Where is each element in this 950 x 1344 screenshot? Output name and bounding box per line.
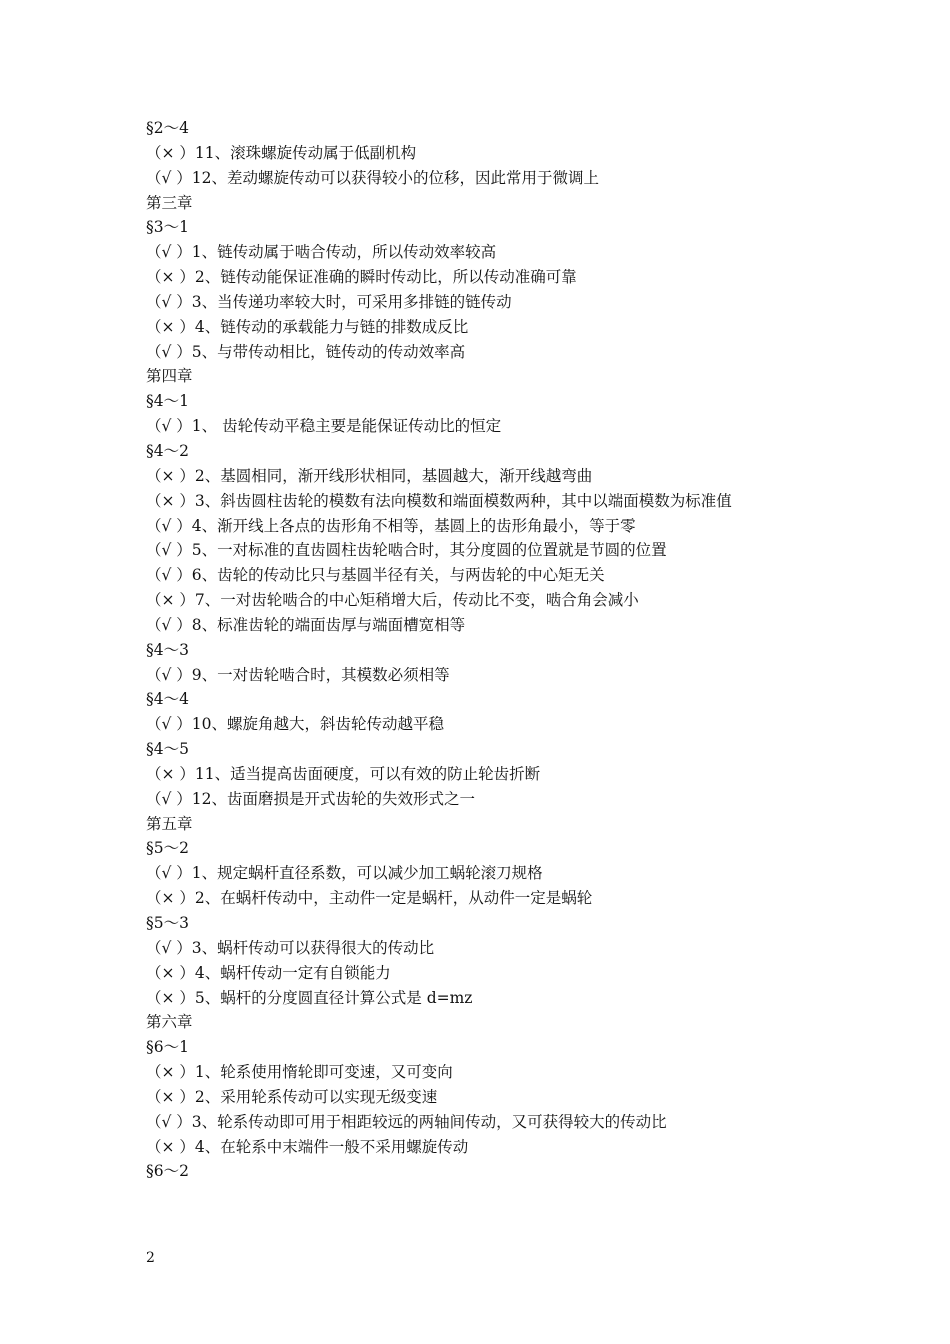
true-false-item: （√ ）6、齿轮的传动比只与基圆半径有关，与两齿轮的中心矩无关 bbox=[146, 566, 605, 585]
true-false-item: （√ ）5、与带传动相比，链传动的传动效率高 bbox=[146, 342, 466, 361]
true-false-item: （× ）2、基圆相同，渐开线形状相同，基圆越大，渐开线越弯曲 bbox=[146, 466, 593, 485]
true-false-item: （√ ）12、差动螺旋传动可以获得较小的位移，因此常用于微调上 bbox=[146, 168, 600, 187]
section-heading: §4～2 bbox=[146, 441, 189, 460]
chapter-heading: 第六章 bbox=[146, 1013, 193, 1032]
true-false-item: （× ）2、在蜗杆传动中，主动件一定是蜗杆，从动件一定是蜗轮 bbox=[146, 889, 593, 908]
section-heading: §5～2 bbox=[146, 839, 189, 858]
document-body bbox=[146, 116, 926, 1184]
true-false-item: （√ ）4、渐开线上各点的齿形角不相等，基圆上的齿形角最小，等于零 bbox=[146, 516, 636, 535]
true-false-item: （× ）2、链传动能保证准确的瞬时传动比，所以传动准确可靠 bbox=[146, 268, 577, 287]
section-heading: §6～1 bbox=[146, 1038, 189, 1057]
true-false-item: （× ）7、一对齿轮啮合的中心矩稍增大后，传动比不变，啮合角会减小 bbox=[146, 591, 639, 610]
true-false-item: （× ）4、在轮系中末端件一般不采用螺旋传动 bbox=[146, 1137, 469, 1156]
chapter-heading: 第四章 bbox=[146, 367, 193, 386]
page-number: 2 bbox=[146, 1250, 155, 1266]
section-heading: §3～1 bbox=[146, 218, 189, 237]
true-false-item: （× ）2、采用轮系传动可以实现无级变速 bbox=[146, 1087, 438, 1106]
true-false-item: （× ）1、轮系使用惰轮即可变速，又可变向 bbox=[146, 1063, 453, 1082]
true-false-item: （√ ）12、齿面磨损是开式齿轮的失效形式之一 bbox=[146, 789, 476, 808]
true-false-item: （√ ）9、一对齿轮啮合时，其模数必须相等 bbox=[146, 665, 450, 684]
section-heading: §4～3 bbox=[146, 640, 189, 659]
true-false-item: （× ）5、蜗杆的分度圆直径计算公式是 d=mz bbox=[146, 988, 473, 1007]
section-heading: §4～5 bbox=[146, 740, 189, 759]
true-false-item: （× ）11、滚珠螺旋传动属于低副机构 bbox=[146, 143, 417, 162]
true-false-item: （× ）11、适当提高齿面硬度，可以有效的防止轮齿折断 bbox=[146, 764, 541, 783]
true-false-item: （√ ）8、标准齿轮的端面齿厚与端面槽宽相等 bbox=[146, 615, 466, 634]
chapter-heading: 第三章 bbox=[146, 193, 193, 212]
true-false-item: （√ ）1、 齿轮传动平稳主要是能保证传动比的恒定 bbox=[146, 417, 502, 436]
true-false-item: （√ ）1、链传动属于啮合传动，所以传动效率较高 bbox=[146, 243, 497, 262]
section-heading: §4～4 bbox=[146, 690, 189, 709]
section-heading: §6～2 bbox=[146, 1162, 189, 1181]
true-false-item: （√ ）10、螺旋角越大，斜齿轮传动越平稳 bbox=[146, 715, 445, 734]
true-false-item: （√ ）3、轮系传动即可用于相距较远的两轴间传动，又可获得较大的传动比 bbox=[146, 1112, 667, 1131]
true-false-item: （× ）4、链传动的承载能力与链的排数成反比 bbox=[146, 317, 469, 336]
true-false-item: （√ ）3、当传递功率较大时，可采用多排链的链传动 bbox=[146, 292, 512, 311]
true-false-item: （√ ）5、一对标准的直齿圆柱齿轮啮合时，其分度圆的位置就是节圆的位置 bbox=[146, 541, 667, 560]
true-false-item: （√ ）3、蜗杆传动可以获得很大的传动比 bbox=[146, 938, 435, 957]
chapter-heading: 第五章 bbox=[146, 814, 193, 833]
true-false-item: （× ）4、蜗杆传动一定有自锁能力 bbox=[146, 963, 391, 982]
section-heading: §5～3 bbox=[146, 914, 189, 932]
true-false-item: （√ ）1、规定蜗杆直径系数，可以减少加工蜗轮滚刀规格 bbox=[146, 864, 543, 883]
section-heading: §2～4 bbox=[146, 119, 189, 137]
section-heading: §4～1 bbox=[146, 392, 189, 411]
true-false-item: （× ）3、斜齿圆柱齿轮的模数有法向模数和端面模数两种，其中以端面模数为标准值 bbox=[146, 491, 732, 510]
